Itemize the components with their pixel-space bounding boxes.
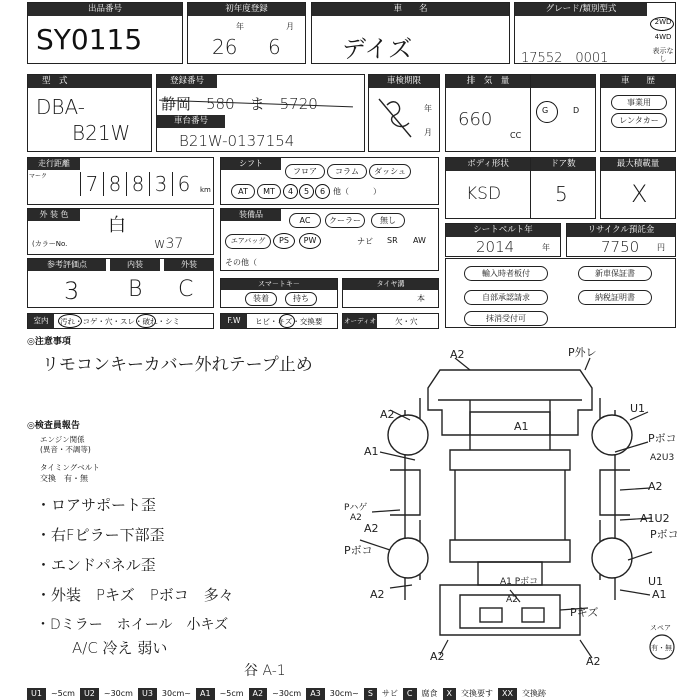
first-registration-box [187,2,306,64]
first-registration-month: 6 [268,35,281,59]
chassis-label-bar: 車台番号 [157,115,225,128]
damage-label: A2 [430,650,445,663]
body-shape-label: ボディ形状 [446,158,530,171]
equipment-label: 装備品 [221,209,281,221]
damage-label: U1 [648,575,664,588]
timing-label: タイミングベルト [40,463,100,472]
inspection-box [368,74,440,152]
body-shape-value: KSD [466,184,502,204]
interior-condition-box [27,313,214,329]
equip-other: その他（ [225,258,257,267]
interior-dirt-circle [58,314,82,328]
car-diagram [330,340,700,685]
first-registration-label: 初年度登録 [188,3,305,16]
exterior-grade-value: C [178,277,194,302]
legend-items [27,689,551,698]
equip-pw [299,233,321,249]
inspection-month-unit: 月 [424,128,432,137]
shift-column: コラム [327,164,367,179]
score-value: 3 [64,277,80,305]
legend-desc: サビ [381,689,398,698]
timing-value: 交換 有・無 [40,474,88,483]
inspector-label: ◎検査員報告 [27,421,80,431]
history-box [600,74,676,152]
legend-desc: 交換要す [460,689,493,698]
registration-value: 静岡 580 ま 5720 [161,95,318,113]
mileage-digit: 3 [149,172,172,196]
shift-4 [283,184,298,199]
legend-code: A2 [249,688,268,700]
shift-5-label: 5 [303,187,310,196]
equip-ps [273,233,295,249]
damage-label: U1 [630,402,646,415]
body-shape-box [445,157,531,219]
doc-tax: 納税証明書 [578,290,652,305]
drive-type-column [649,17,677,63]
equip-navi: ナビ [357,237,373,246]
car-name: デイズ [342,35,413,63]
damage-label: A1U2 [640,512,670,525]
shift-floor: フロア [285,164,325,179]
mileage-label: 走行距離 [28,158,80,170]
recycle-unit: 円 [657,243,665,252]
equip-sr: SR [387,236,398,245]
shift-mt: MT [257,184,281,199]
damage-labels [344,345,679,668]
seatbelt-label: シートベルト年 [446,224,560,237]
color-code-value: w37 [154,236,184,252]
legend-desc: 交換跡 [521,689,546,698]
doors-value: 5 [555,182,568,206]
legend-code: X [443,688,456,700]
damage-label: A2 [450,348,465,361]
lot-number-box [27,2,183,64]
mileage-digit: 8 [103,172,126,196]
chassis-value: B21W-0137154 [179,132,295,150]
windshield-items: ヒビ・キズ・交換要 [255,317,323,326]
windshield-box [220,313,338,329]
car-name-label: 車 名 [312,3,509,16]
report-line: A/C 冷え 弱い [72,639,168,657]
report-line: ・外装 Pキズ Pボコ 多々 [36,586,234,604]
model-prefix: DBA- [36,95,85,119]
doc-import-plate: 輸入時者板付 [464,266,548,281]
mileage-box [27,157,214,205]
doors-label: ドア数 [531,158,595,171]
tire-unit: 本 [417,294,425,303]
wheels [388,415,632,578]
interior-scuff-circle [136,314,156,328]
score-label: 参考評価点 [28,259,106,271]
damage-label: P外レ [568,346,597,359]
model-box [27,74,152,152]
month-unit: 月 [286,22,294,31]
legend-desc: ~5cm [50,689,75,698]
grade-box [514,2,676,64]
spare-tire [650,624,674,659]
drive-4wd: 4WD [654,33,672,41]
shift-4-label: 4 [287,187,294,196]
interior-condition-label: 室内 [28,314,54,328]
displacement-label: 排 気 量 [446,75,530,88]
damage-label: A1 [364,445,379,458]
capacity-value: X [631,180,648,208]
seatbelt-unit: 年 [542,243,550,252]
registration-box [156,74,365,152]
damage-label: A2 [648,480,663,493]
smartkey-box [220,278,338,308]
equip-aw: AW [413,236,426,245]
damage-label: Pボコ [648,432,677,445]
shift-other: 他（ ） [333,187,381,196]
legend-code: A1 [196,688,215,700]
damage-label: A2 [370,588,385,601]
legend-desc: ~5cm [219,689,244,698]
equip-none: 無し [371,213,405,228]
score-box [27,258,214,308]
report-line: ・Dミラー ホイール 小キズ [36,617,229,633]
mileage-digit: 6 [172,172,195,196]
color-code-label: (カラーNo. [32,240,68,248]
model-code: B21W [72,121,131,145]
doc-warranty: 新車保証書 [578,266,652,281]
history-label: 車 歴 [601,75,675,88]
audio-items: 欠・穴 [395,317,418,326]
equipment-box [220,208,439,271]
windshield-scratch-circle [279,314,295,328]
displacement-box [445,74,531,152]
year-unit: 年 [236,22,244,31]
fuel-g: G [542,106,549,115]
legend-desc: ~30cm [103,689,133,698]
damage-label: A2U3 [650,453,675,463]
legend-code: U3 [138,688,157,700]
mileage-digits [80,172,195,196]
damage-label: A1 Pボコ [500,577,539,587]
mileage-digit: 7 [80,172,103,196]
damage-label: A2 [506,595,518,605]
shift-at: AT [231,184,255,199]
recycle-label: リサイクル預託金 [567,224,675,237]
legend-code: A3 [306,688,325,700]
interior-condition-items: 汚れ・コゲ・穴・スレ・破れ・シミ [60,317,180,326]
legend-code: U1 [27,688,46,700]
inspection-crossout [375,93,419,143]
tire-label: タイヤ溝 [343,279,438,290]
notes-text: リモコンキーカバー外れテープ止め [42,355,313,375]
tire-box [342,278,439,308]
mileage-digit: 8 [126,172,149,196]
doors-box [531,157,596,219]
car-name-box [311,2,510,64]
grade-label: グレード/類別型式 [515,3,647,16]
lot-number-label: 出品番号 [28,3,182,16]
damage-label: Pキズ [570,606,599,619]
legend-desc: 30cm~ [329,689,359,698]
legend-code: U2 [80,688,99,700]
color-box [27,208,214,255]
report-line: ・エンドパネル歪 [36,556,156,574]
damage-label: Pボコ [344,544,373,557]
history-business: 事業用 [611,95,667,110]
equip-cooler: クーラー [325,213,365,228]
doc-self-check: 自部承認請求 [464,290,548,305]
legend-code: C [403,688,417,700]
damage-label: A1 [652,588,667,601]
engine-sub: (異音・不調等) [40,445,91,454]
legend-code: S [364,688,377,700]
wheel-front-left [388,415,428,455]
model-label: 型 式 [28,75,151,88]
grade-code: 17552 0001 [521,51,609,66]
damage-label: A2 [586,655,601,668]
fuel-box [531,74,596,152]
shift-dash: ダッシュ [369,164,411,179]
key-replace: 装着 [245,292,277,306]
windshield-label: F.W [221,314,247,328]
shift-label: シフト [221,158,281,170]
key-have: 持ち [285,292,317,306]
legend-desc: 腐食 [421,689,438,698]
damage-label: A1 [514,420,529,433]
km-unit: km [200,186,211,194]
legend-desc: 30cm~ [161,689,191,698]
recycle-value: 7750 [601,238,640,256]
wheel-rear-right [592,538,632,578]
equip-ps-label: PS [279,236,289,245]
shift-5 [299,184,314,199]
damage-label: Pハゲ [344,503,368,513]
documents-box [445,258,676,328]
equip-ac: AC [289,213,321,228]
seatbelt-box [445,223,561,257]
inspection-label: 車検期限 [369,75,439,88]
drive-2wd-circle [650,17,674,31]
spare-value: 有・無 [651,644,672,652]
seatbelt-year: 2014 [476,238,515,256]
interior-grade-value: B [128,277,143,302]
damage-label: Pボコ [650,528,679,541]
capacity-label: 最大積載量 [601,158,675,171]
legend-code: XX [498,688,517,700]
inspector-report [36,490,234,656]
cc-unit: CC [510,131,522,140]
damage-label: A2 [364,522,379,535]
drive-none: 表示なし [652,47,674,63]
mark-label: マーク [29,173,48,180]
recycle-box [566,223,676,257]
wheel-rear-left [388,538,428,578]
report-line: ・右Fピラー下部歪 [36,526,165,544]
smartkey-label: スマ－トキ－ [221,279,337,290]
shift-box [220,157,439,205]
notes-label: ◎注意事項 [27,337,71,347]
exterior-grade-label: 外装 [164,259,214,271]
drive-2wd: 2WD [654,18,672,26]
equip-pw-label: PW [303,236,317,245]
legend-desc: ~30cm [272,689,302,698]
spare-label: スペア [650,624,671,632]
damage-label: A2 [350,513,362,523]
equip-airbag: エアバッグ [225,234,271,249]
registration-label: 登録番号 [157,75,217,88]
displacement-value: 660 [458,109,493,130]
report-line: ・ロアサポート歪 [36,496,157,514]
lot-number: SY0115 [36,23,143,56]
audio-box [342,313,439,329]
doc-delete: 抹消受付可 [464,311,548,326]
color-label: 外 装 色 [28,209,80,221]
history-rental: レンタカー [611,113,667,128]
shift-6 [315,184,330,199]
damage-label: A2 [380,408,395,421]
fuel-d: D [573,106,580,115]
color-value: 白 [108,215,126,236]
first-registration-year: 26 [212,35,238,59]
interior-grade-label: 内装 [110,259,160,271]
capacity-box [600,157,676,219]
audio-label: オーディオ [343,314,377,328]
engine-label: エンジン関係 [40,435,85,444]
legend-bar [27,688,700,700]
shift-6-label: 6 [319,187,326,196]
damage-marks [360,358,652,658]
inspection-year-unit: 年 [424,104,432,113]
fuel-header [531,75,595,88]
inspector-signature: 谷 A-1 [244,663,286,679]
